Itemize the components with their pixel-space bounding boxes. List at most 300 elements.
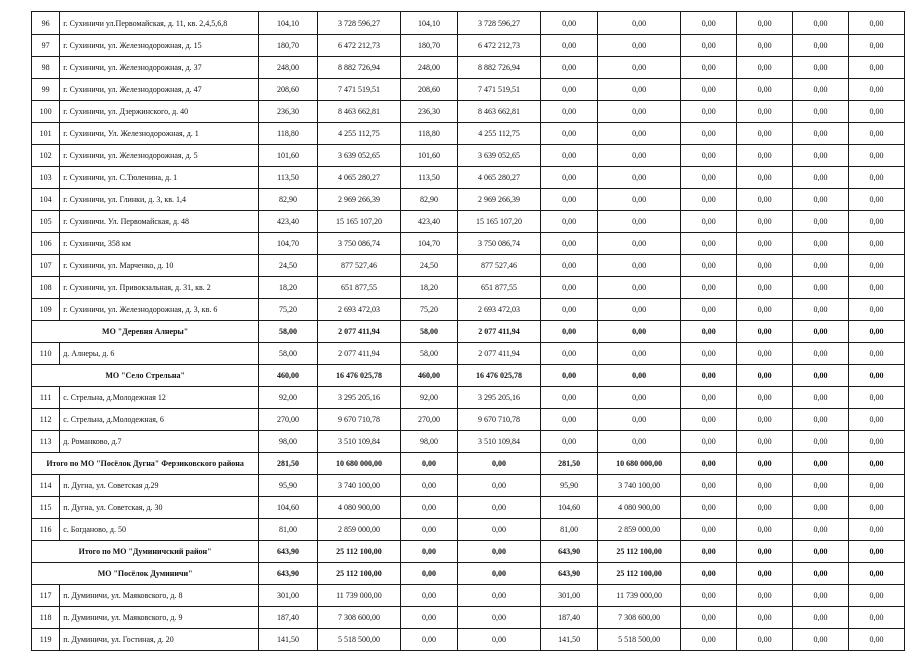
value-cell: 0,00: [737, 365, 793, 387]
value-cell: 0,00: [541, 321, 598, 343]
value-cell: 0,00: [681, 585, 737, 607]
value-cell: 0,00: [849, 189, 905, 211]
value-cell: 0,00: [541, 299, 598, 321]
value-cell: 0,00: [737, 211, 793, 233]
value-cell: 58,00: [259, 343, 318, 365]
value-cell: 0,00: [597, 12, 680, 35]
value-cell: 0,00: [597, 299, 680, 321]
value-cell: 0,00: [849, 57, 905, 79]
value-cell: 2 969 266,39: [457, 189, 540, 211]
value-cell: 0,00: [401, 541, 458, 563]
value-cell: 0,00: [849, 497, 905, 519]
value-cell: 16 476 025,78: [317, 365, 400, 387]
value-cell: 281,50: [541, 453, 598, 475]
value-cell: 281,50: [259, 453, 318, 475]
value-cell: 0,00: [681, 453, 737, 475]
value-cell: 101,60: [401, 145, 458, 167]
summary-row: [32, 563, 905, 585]
value-cell: 7 308 600,00: [597, 607, 680, 629]
value-cell: 0,00: [737, 387, 793, 409]
value-cell: 0,00: [793, 79, 849, 101]
value-cell: 0,00: [401, 585, 458, 607]
value-cell: 0,00: [737, 409, 793, 431]
value-cell: 18,20: [401, 277, 458, 299]
value-cell: 104,60: [259, 497, 318, 519]
value-cell: 0,00: [737, 12, 793, 35]
value-cell: 104,70: [259, 233, 318, 255]
table-row: [32, 123, 905, 145]
value-cell: 0,00: [681, 189, 737, 211]
value-cell: 4 065 280,27: [317, 167, 400, 189]
value-cell: 15 165 107,20: [317, 211, 400, 233]
value-cell: 0,00: [541, 167, 598, 189]
value-cell: 82,90: [401, 189, 458, 211]
value-cell: 0,00: [597, 167, 680, 189]
value-cell: 187,40: [541, 607, 598, 629]
value-cell: 0,00: [849, 211, 905, 233]
value-cell: 270,00: [259, 409, 318, 431]
value-cell: 0,00: [401, 453, 458, 475]
value-cell: 18,20: [259, 277, 318, 299]
value-cell: 187,40: [259, 607, 318, 629]
value-cell: 0,00: [597, 101, 680, 123]
row-number: 101: [32, 123, 60, 145]
summary-title: МО "Село Стрельна": [32, 365, 259, 387]
value-cell: 0,00: [793, 167, 849, 189]
value-cell: 113,50: [401, 167, 458, 189]
value-cell: 0,00: [793, 343, 849, 365]
value-cell: 0,00: [737, 57, 793, 79]
address-cell: г. Сухиничи, ул. Глинки, д. 3, кв. 1,4: [60, 189, 259, 211]
value-cell: 0,00: [597, 57, 680, 79]
value-cell: 3 728 596,27: [317, 12, 400, 35]
value-cell: 0,00: [737, 541, 793, 563]
value-cell: 0,00: [737, 629, 793, 651]
value-cell: 2 077 411,94: [317, 321, 400, 343]
value-cell: 0,00: [849, 299, 905, 321]
value-cell: 58,00: [259, 321, 318, 343]
value-cell: 3 510 109,84: [457, 431, 540, 453]
value-cell: 25 112 100,00: [317, 541, 400, 563]
value-cell: 0,00: [681, 299, 737, 321]
value-cell: 0,00: [737, 585, 793, 607]
value-cell: 4 080 900,00: [317, 497, 400, 519]
value-cell: 2 077 411,94: [317, 343, 400, 365]
value-cell: 75,20: [401, 299, 458, 321]
value-cell: 0,00: [737, 233, 793, 255]
value-cell: 82,90: [259, 189, 318, 211]
value-cell: 0,00: [597, 365, 680, 387]
value-cell: 0,00: [541, 189, 598, 211]
value-cell: 0,00: [541, 35, 598, 57]
value-cell: 0,00: [793, 211, 849, 233]
value-cell: 81,00: [259, 519, 318, 541]
value-cell: 0,00: [681, 607, 737, 629]
value-cell: 0,00: [681, 343, 737, 365]
value-cell: 0,00: [457, 607, 540, 629]
row-number: 110: [32, 343, 60, 365]
value-cell: 0,00: [457, 629, 540, 651]
value-cell: 0,00: [681, 145, 737, 167]
value-cell: 104,60: [541, 497, 598, 519]
value-cell: 0,00: [681, 629, 737, 651]
value-cell: 0,00: [681, 255, 737, 277]
value-cell: 0,00: [541, 233, 598, 255]
address-cell: с. Стрельна, д.Молодежная, 6: [60, 409, 259, 431]
row-number: 102: [32, 145, 60, 167]
value-cell: 0,00: [457, 585, 540, 607]
value-cell: 0,00: [681, 167, 737, 189]
value-cell: 0,00: [793, 519, 849, 541]
value-cell: 4 255 112,75: [457, 123, 540, 145]
value-cell: 0,00: [793, 629, 849, 651]
address-cell: г. Сухиничи. Ул. Первомайская, д. 48: [60, 211, 259, 233]
value-cell: 0,00: [681, 409, 737, 431]
value-cell: 0,00: [737, 167, 793, 189]
value-cell: 248,00: [259, 57, 318, 79]
value-cell: 0,00: [597, 431, 680, 453]
address-cell: п. Дугна, ул. Советская д.29: [60, 475, 259, 497]
value-cell: 0,00: [849, 365, 905, 387]
value-cell: 0,00: [737, 563, 793, 585]
table-row: [32, 431, 905, 453]
table-row: [32, 57, 905, 79]
value-cell: 113,50: [259, 167, 318, 189]
value-cell: 0,00: [793, 607, 849, 629]
value-cell: 2 693 472,03: [317, 299, 400, 321]
value-cell: 0,00: [597, 35, 680, 57]
value-cell: 0,00: [681, 387, 737, 409]
value-cell: 0,00: [793, 541, 849, 563]
value-cell: 0,00: [597, 321, 680, 343]
value-cell: 0,00: [457, 475, 540, 497]
value-cell: 25 112 100,00: [597, 541, 680, 563]
value-cell: 58,00: [401, 321, 458, 343]
table-row: [32, 255, 905, 277]
value-cell: 0,00: [681, 541, 737, 563]
table-row: [32, 409, 905, 431]
value-cell: 92,00: [259, 387, 318, 409]
address-cell: г. Сухиничи, ул. Дзержинского, д. 40: [60, 101, 259, 123]
value-cell: 24,50: [259, 255, 318, 277]
address-cell: г. Сухиничи, Ул. Железнодорожная, д. 1: [60, 123, 259, 145]
address-cell: г. Сухиничи, ул. Привокзальная, д. 31, кв. 2: [60, 277, 259, 299]
value-cell: 0,00: [681, 35, 737, 57]
value-cell: 0,00: [793, 563, 849, 585]
value-cell: 0,00: [457, 453, 540, 475]
table-row: [32, 585, 905, 607]
value-cell: 0,00: [737, 453, 793, 475]
value-cell: 0,00: [737, 123, 793, 145]
value-cell: 236,30: [259, 101, 318, 123]
value-cell: 75,20: [259, 299, 318, 321]
table-row: [32, 387, 905, 409]
value-cell: 0,00: [737, 255, 793, 277]
value-cell: 0,00: [401, 607, 458, 629]
value-cell: 0,00: [541, 79, 598, 101]
value-cell: 8 882 726,94: [457, 57, 540, 79]
value-cell: 25 112 100,00: [597, 563, 680, 585]
value-cell: 0,00: [849, 321, 905, 343]
value-cell: 0,00: [681, 431, 737, 453]
value-cell: 0,00: [681, 12, 737, 35]
address-cell: г. Сухиничи, ул. Железнодорожная, д. 47: [60, 79, 259, 101]
address-cell: г. Сухиничи, ул. Марченко, д. 10: [60, 255, 259, 277]
value-cell: 423,40: [401, 211, 458, 233]
value-cell: 118,80: [401, 123, 458, 145]
value-cell: 5 518 500,00: [597, 629, 680, 651]
value-cell: 0,00: [793, 255, 849, 277]
value-cell: 301,00: [259, 585, 318, 607]
value-cell: 0,00: [737, 277, 793, 299]
value-cell: 3 740 100,00: [597, 475, 680, 497]
value-cell: 11 739 000,00: [597, 585, 680, 607]
value-cell: 0,00: [793, 321, 849, 343]
row-number: 104: [32, 189, 60, 211]
value-cell: 0,00: [401, 497, 458, 519]
value-cell: 877 527,46: [457, 255, 540, 277]
value-cell: 9 670 710,78: [317, 409, 400, 431]
value-cell: 0,00: [457, 497, 540, 519]
value-cell: 236,30: [401, 101, 458, 123]
value-cell: 0,00: [597, 79, 680, 101]
value-cell: 2 077 411,94: [457, 343, 540, 365]
value-cell: 0,00: [541, 387, 598, 409]
value-cell: 0,00: [541, 211, 598, 233]
value-cell: 0,00: [597, 233, 680, 255]
value-cell: 0,00: [793, 431, 849, 453]
address-cell: с. Стрельна, д.Молодежная 12: [60, 387, 259, 409]
value-cell: 101,60: [259, 145, 318, 167]
address-cell: д. Романково, д.7: [60, 431, 259, 453]
value-cell: 0,00: [597, 145, 680, 167]
value-cell: 0,00: [681, 233, 737, 255]
value-cell: 301,00: [541, 585, 598, 607]
table-row: [32, 519, 905, 541]
address-cell: г. Сухиничи, 358 км: [60, 233, 259, 255]
value-cell: 4 065 280,27: [457, 167, 540, 189]
value-cell: 0,00: [793, 189, 849, 211]
row-number: 106: [32, 233, 60, 255]
value-cell: 0,00: [681, 211, 737, 233]
value-cell: 0,00: [597, 277, 680, 299]
value-cell: 0,00: [793, 233, 849, 255]
value-cell: 10 680 000,00: [597, 453, 680, 475]
value-cell: 0,00: [541, 12, 598, 35]
value-cell: 0,00: [681, 321, 737, 343]
value-cell: 0,00: [597, 387, 680, 409]
value-cell: 141,50: [259, 629, 318, 651]
table-row: [32, 167, 905, 189]
value-cell: 0,00: [737, 607, 793, 629]
value-cell: 98,00: [259, 431, 318, 453]
row-number: 118: [32, 607, 60, 629]
value-cell: 0,00: [681, 497, 737, 519]
value-cell: 4 255 112,75: [317, 123, 400, 145]
value-cell: 104,10: [259, 12, 318, 35]
value-cell: 651 877,55: [317, 277, 400, 299]
value-cell: 0,00: [681, 79, 737, 101]
value-cell: 7 471 519,51: [317, 79, 400, 101]
summary-title: Итого по МО "Посёлок Дугна" Ферзиковского района: [32, 453, 259, 475]
value-cell: 3 728 596,27: [457, 12, 540, 35]
value-cell: 423,40: [259, 211, 318, 233]
value-cell: 0,00: [849, 35, 905, 57]
value-cell: 0,00: [597, 123, 680, 145]
row-number: 97: [32, 35, 60, 57]
value-cell: 0,00: [401, 475, 458, 497]
row-number: 98: [32, 57, 60, 79]
value-cell: 8 463 662,81: [457, 101, 540, 123]
value-cell: 0,00: [401, 519, 458, 541]
value-cell: 0,00: [849, 255, 905, 277]
value-cell: 0,00: [849, 519, 905, 541]
value-cell: 248,00: [401, 57, 458, 79]
value-cell: 3 639 052,65: [457, 145, 540, 167]
value-cell: 9 670 710,78: [457, 409, 540, 431]
housing-program-table: [31, 11, 905, 651]
row-number: 108: [32, 277, 60, 299]
table-row: [32, 35, 905, 57]
value-cell: 0,00: [793, 277, 849, 299]
value-cell: 2 969 266,39: [317, 189, 400, 211]
address-cell: г. Сухиничи ул.Первомайская, д. 11, кв. 2,4,5,6,8: [60, 12, 259, 35]
summary-row: [32, 365, 905, 387]
value-cell: 643,90: [541, 563, 598, 585]
row-number: 103: [32, 167, 60, 189]
value-cell: 0,00: [737, 299, 793, 321]
value-cell: 104,70: [401, 233, 458, 255]
value-cell: 0,00: [541, 343, 598, 365]
value-cell: 7 471 519,51: [457, 79, 540, 101]
value-cell: 6 472 212,73: [317, 35, 400, 57]
value-cell: 2 859 000,00: [317, 519, 400, 541]
value-cell: 0,00: [737, 475, 793, 497]
summary-title: МО "Посёлок Думиничи": [32, 563, 259, 585]
value-cell: 0,00: [849, 101, 905, 123]
value-cell: 0,00: [849, 233, 905, 255]
value-cell: 0,00: [681, 123, 737, 145]
row-number: 111: [32, 387, 60, 409]
value-cell: 0,00: [401, 563, 458, 585]
value-cell: 95,90: [259, 475, 318, 497]
value-cell: 58,00: [401, 343, 458, 365]
value-cell: 0,00: [849, 12, 905, 35]
value-cell: 0,00: [597, 189, 680, 211]
value-cell: 0,00: [597, 409, 680, 431]
value-cell: 270,00: [401, 409, 458, 431]
value-cell: 8 463 662,81: [317, 101, 400, 123]
value-cell: 460,00: [401, 365, 458, 387]
value-cell: 0,00: [849, 277, 905, 299]
address-cell: п. Дугна, ул. Советская, д. 30: [60, 497, 259, 519]
value-cell: 0,00: [793, 299, 849, 321]
row-number: 99: [32, 79, 60, 101]
address-cell: г. Сухиничи, ул. Железнодорожная, д. 5: [60, 145, 259, 167]
value-cell: 3 740 100,00: [317, 475, 400, 497]
value-cell: 0,00: [681, 365, 737, 387]
address-cell: г. Сухиничи, ул. Железнодорожная, д. 3, кв. 6: [60, 299, 259, 321]
value-cell: 104,10: [401, 12, 458, 35]
address-cell: г. Сухиничи, ул. Железнодорожная, д. 37: [60, 57, 259, 79]
value-cell: 0,00: [849, 629, 905, 651]
row-number: 96: [32, 12, 60, 35]
value-cell: 0,00: [793, 585, 849, 607]
table-row: [32, 145, 905, 167]
value-cell: 0,00: [849, 79, 905, 101]
value-cell: 0,00: [737, 519, 793, 541]
value-cell: 0,00: [681, 475, 737, 497]
table-row: [32, 343, 905, 365]
value-cell: 208,60: [259, 79, 318, 101]
row-number: 107: [32, 255, 60, 277]
table-row: [32, 475, 905, 497]
row-number: 117: [32, 585, 60, 607]
value-cell: 180,70: [401, 35, 458, 57]
summary-title: Итого по МО "Думиничский район": [32, 541, 259, 563]
summary-title: МО "Деревня Алнеры": [32, 321, 259, 343]
row-number: 116: [32, 519, 60, 541]
row-number: 109: [32, 299, 60, 321]
value-cell: 0,00: [737, 497, 793, 519]
value-cell: 651 877,55: [457, 277, 540, 299]
value-cell: 0,00: [793, 409, 849, 431]
value-cell: 0,00: [737, 35, 793, 57]
table-row: [32, 101, 905, 123]
value-cell: 0,00: [849, 409, 905, 431]
value-cell: 3 295 205,16: [317, 387, 400, 409]
row-number: 100: [32, 101, 60, 123]
row-number: 119: [32, 629, 60, 651]
table-row: [32, 299, 905, 321]
address-cell: с. Богданово, д. 50: [60, 519, 259, 541]
value-cell: 0,00: [793, 57, 849, 79]
value-cell: 3 295 205,16: [457, 387, 540, 409]
value-cell: 0,00: [849, 343, 905, 365]
value-cell: 0,00: [793, 365, 849, 387]
value-cell: 0,00: [793, 475, 849, 497]
value-cell: 0,00: [737, 343, 793, 365]
value-cell: 0,00: [737, 321, 793, 343]
table-row: [32, 497, 905, 519]
table-row: [32, 233, 905, 255]
row-number: 105: [32, 211, 60, 233]
value-cell: 141,50: [541, 629, 598, 651]
value-cell: 0,00: [849, 145, 905, 167]
value-cell: 0,00: [681, 277, 737, 299]
value-cell: 0,00: [849, 541, 905, 563]
value-cell: 0,00: [541, 123, 598, 145]
value-cell: 0,00: [793, 387, 849, 409]
row-number: 112: [32, 409, 60, 431]
table-row: [32, 79, 905, 101]
value-cell: 643,90: [259, 541, 318, 563]
table-row: [32, 12, 905, 35]
value-cell: 0,00: [541, 431, 598, 453]
value-cell: 0,00: [737, 101, 793, 123]
value-cell: 0,00: [849, 453, 905, 475]
value-cell: 0,00: [849, 167, 905, 189]
value-cell: 0,00: [597, 343, 680, 365]
value-cell: 3 510 109,84: [317, 431, 400, 453]
address-cell: г. Сухиничи, ул. Железнодорожная, д. 15: [60, 35, 259, 57]
value-cell: 0,00: [737, 79, 793, 101]
value-cell: 0,00: [793, 123, 849, 145]
value-cell: 98,00: [401, 431, 458, 453]
value-cell: 0,00: [597, 255, 680, 277]
row-number: 113: [32, 431, 60, 453]
value-cell: 3 750 086,74: [317, 233, 400, 255]
